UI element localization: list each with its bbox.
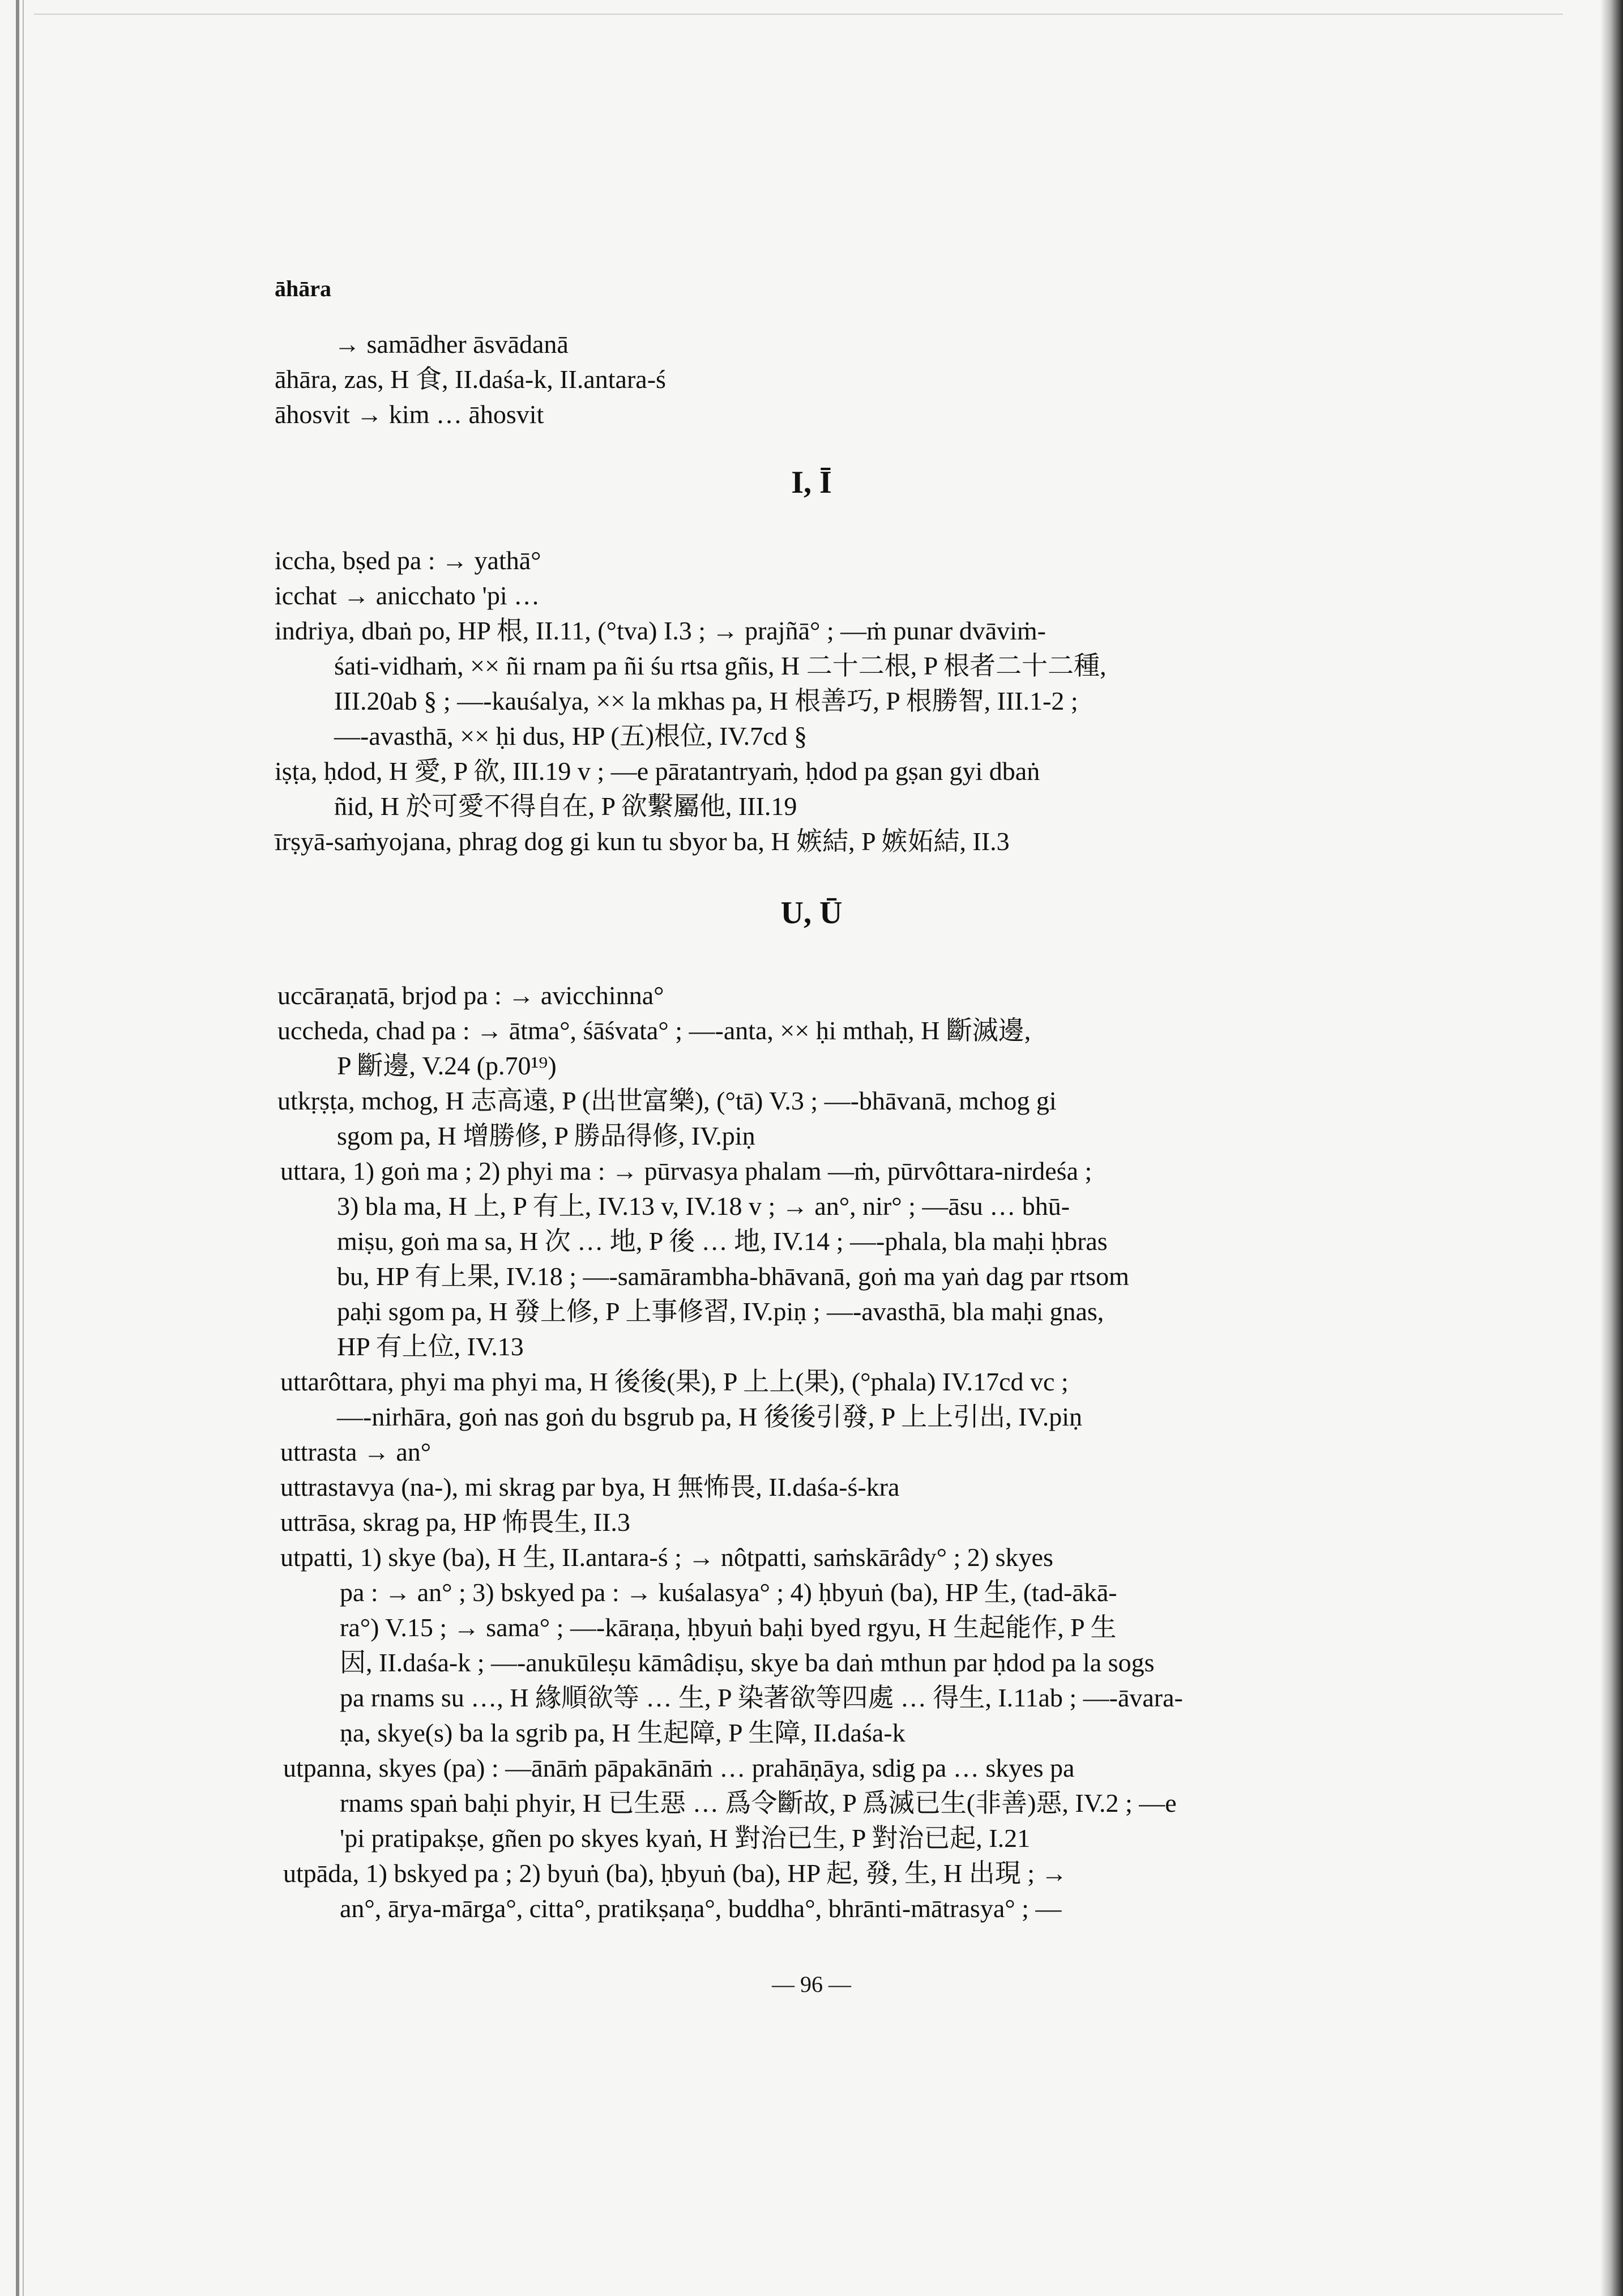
entry-line: uccheda, chad pa : → ātma°, śāśvata° ; —-anta, ×× ḥi mthaḥ, H 斷滅邊, [277,1016,1031,1045]
entry-line: ra°) V.15 ; → sama° ; —-kāraṇa, ḥbyuṅ baḥi byed rgyu, H 生起能作, P 生 [340,1613,1117,1642]
entry-line: iṣṭa, ḥdod, H 愛, P 欲, III.19 v ; —e pāratantryaṁ, ḥdod pa gṣan gyi dbaṅ [275,757,1040,786]
entry-line: utpatti, 1) skye (ba), H 生, II.antara-ś ; → nôtpatti, saṁskārâdy° ; 2) skyes [280,1543,1053,1572]
entry-line: 'pi pratipakṣe, gñen po skyes kyaṅ, H 對治已生, P 對治已起, I.21 [340,1824,1031,1853]
entry-line: uccāraṇatā, brjod pa : → avicchinna° [277,981,664,1010]
entry-line: iccha, bṣed pa : → yathā° [275,546,541,575]
entry-line: śati-vidhaṁ, ×× ñi rnam pa ñi śu rtsa gñis, H 二十二根, P 根者二十二種, [334,651,1107,680]
entry-line: icchat → anicchato 'pi … [275,581,540,610]
entry-line: utpanna, skyes (pa) : —ānāṁ pāpakānāṁ … prahāṇāya, sdig pa … skyes pa [283,1753,1075,1782]
scan-edge-right [1600,0,1623,2296]
entry-line: indriya, dbaṅ po, HP 根, II.11, (°tva) I.3 ; → prajñā° ; —ṁ punar dvāviṁ- [275,616,1046,645]
entry-line: rnams spaṅ baḥi phyir, H 已生惡 … 爲令斷故, P 爲滅已生(非善)惡, IV.2 ; —e [340,1789,1177,1817]
entry-line: uttarôttara, phyi ma phyi ma, H 後後(果), P 上上(果), (°phala) IV.17cd vc ; [280,1367,1069,1396]
entry-line: —-avasthā, ×× ḥi dus, HP (五)根位, IV.7cd § [334,722,808,750]
entry-line: utkṛṣṭa, mchog, H 志高遠, P (出世富樂), (°tā) V.3 ; —-bhāvanā, mchog gi [277,1086,1057,1115]
entry-line: uttrastavya (na-), mi skrag par bya, H 無怖畏, II.daśa-ś-kra [280,1473,900,1501]
scan-top-line [34,14,1563,15]
section-heading-u: U, Ū [780,895,843,931]
section-heading-i: I, Ī [791,465,832,500]
entry-line: āhāra, zas, H 食, II.daśa-k, II.antara-ś [275,365,666,394]
entry-line: utpāda, 1) bskyed pa ; 2) byuṅ (ba), ḥbyuṅ (ba), HP 起, 發, 生, H 出現 ; → [283,1859,1067,1888]
entry-line: sgom pa, H 增勝修, P 勝品得修, IV.piṇ [337,1121,755,1150]
entry-line: paḥi sgom pa, H 發上修, P 上事修習, IV.piṇ ; —-avasthā, bla maḥi gnas, [337,1297,1104,1326]
entry-line: uttrāsa, skrag pa, HP 怖畏生, II.3 [280,1508,630,1537]
entry-line: an°, ārya-mārga°, citta°, pratikṣaṇa°, buddha°, bhrānti-mātrasya° ; — [340,1894,1062,1923]
entry-line: 3) bla ma, H 上, P 有上, IV.13 v, IV.18 v ; → an°, nir° ; —āsu … bhū- [337,1192,1070,1220]
entry-line: ñid, H 於可愛不得自在, P 欲繫屬他, III.19 [334,792,797,821]
entry-line: uttrasta → an° [280,1437,432,1466]
scan-edge-left-inner [23,0,24,2296]
entry-line: īrṣyā-saṁyojana, phrag dog gi kun tu sbyor ba, H 嫉結, P 嫉妬結, II.3 [275,827,1010,856]
entry-line: → samādher āsvādanā [334,330,569,359]
running-head: āhāra [275,276,331,301]
entry-line: uttara, 1) goṅ ma ; 2) phyi ma : → pūrvasya phalam —ṁ, pūrvôttara-nirdeśa ; [280,1156,1092,1185]
entry-line: 因, II.daśa-k ; —-anukūleṣu kāmâdiṣu, skye ba daṅ mthun par ḥdod pa la sogs [340,1648,1155,1677]
entry-line: āhosvit → kim … āhosvit [275,400,544,429]
entry-line: III.20ab § ; —-kauśalya, ×× la mkhas pa, H 根善巧, P 根勝智, III.1-2 ; [334,686,1078,715]
scan-edge-left [16,0,19,2296]
entry-line: pa rnams su …, H 緣順欲等 … 生, P 染著欲等四處 … 得生, I.11ab ; —-āvara- [340,1683,1183,1712]
entry-line: P 斷邊, V.24 (p.70¹⁹) [337,1051,557,1080]
entry-line: ṇa, skye(s) ba la sgrib pa, H 生起障, P 生障, II.daśa-k [340,1718,906,1747]
entry-line: —-nirhāra, goṅ nas goṅ du bsgrub pa, H 後後引發, P 上上引出, IV.piṇ [337,1402,1083,1431]
page-number: — 96 — [772,1971,851,1997]
entry-line: miṣu, goṅ ma sa, H 次 … 地, P 後 … 地, IV.14 ; —-phala, bla maḥi ḥbras [337,1227,1108,1256]
entry-line: bu, HP 有上果, IV.18 ; —-samārambha-bhāvanā, goṅ ma yaṅ dag par rtsom [337,1262,1129,1291]
entry-line: pa : → an° ; 3) bskyed pa : → kuśalasya° ; 4) ḥbyuṅ (ba), HP 生, (tad-ākā- [340,1578,1117,1607]
entry-line: HP 有上位, IV.13 [337,1332,524,1361]
